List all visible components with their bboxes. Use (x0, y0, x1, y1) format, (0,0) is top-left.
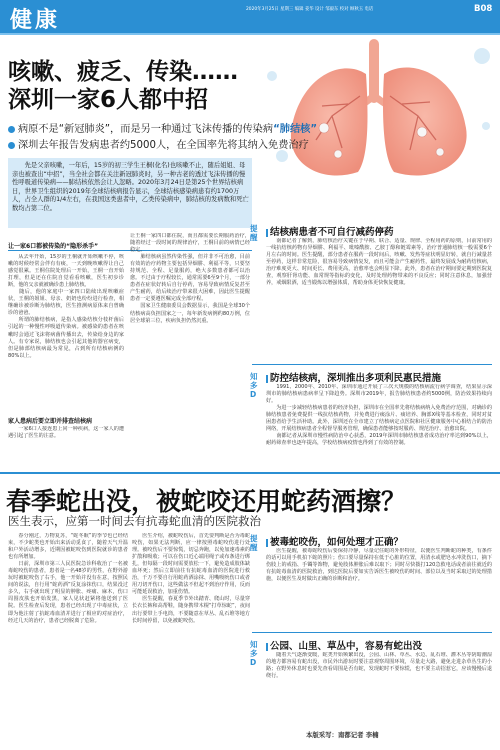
headline-line1: 咳嗽、疲乏、传染…… (8, 59, 238, 85)
title-bar-icon (266, 643, 268, 651)
subheadline-2-text: 深圳去年报告发病患者约5000人，在全国率先将其纳入免费治疗 (18, 140, 309, 151)
story2-column-2: 医生介绍，被蛇咬伤后，首先要判断是否为毒蛇咬伤，如果无法判断，应一律按照毒蛇咬伤进行处理。被咬伤后不要惊慌，切忌奔跑，以免加速毒素的扩散和吸收；可以在伤口近心端用绳子或布条进行绑扎，但每隔一段时间需要放松一下，避免造成肢体缺血坏死；然后立即前往有抗蛇毒血清的医院进行救治，千万不要自行用蛇药酒涂抹、用嘴吸吮伤口或者用刀切开伤口，这些做法不但起不到治疗作用，反而可能延误救治，加重伤情。 医生提醒，春夏季节外出踏青、爬山时，尽量穿长衣长裤和高帮鞋，随身携带木棍“打草惊蛇”，夜间出行要带上手电筒，不要随意在草丛、乱石堆等地方长时间停留，以免被蛇咬伤。 (132, 533, 250, 624)
right-section-3-title (266, 534, 403, 548)
story1-heading: 让一家6口都被传染的“隐形杀手” (8, 243, 99, 250)
header-meta: 2020年3月25日 星期三 编辑 姜华 设计 邹毅东 校对 顾秋玉 电话 (246, 7, 374, 12)
right-section-2-title (266, 370, 441, 384)
right-section-2-text: 1991、2000年、2010年、深圳市通过开展了三次大规模的结核病流行病学调查，结果显示深圳市的肺结核病患病率呈下降趋势。深圳市2019年，报告肺结核患者约5000例，防治效果持续向好。 为进一步减轻结核病患者的经济负担，深圳市在全国率先将结核病纳入免费治疗范围，对确诊的肺结核患者免费提供一线抗结核药物，并免费进行痰涂片、痰培养、胸部X线等基本检查，同时对贫困患者给予生活补助。此外，深圳还在全市建立了结核病定点医院和社区健康服务中心相结合的防治网络，开展结核病患者全程督导服务管理，确保患者能够按时服药、规范治疗、治愈出院。 南都记者从深圳市慢性病防治中心获悉，2019年深圳市肺结核患者成功治疗率达到90%以上，耐药筛查率也逐年提高，学校结核病疫情也得到了有效的控制。 (266, 384, 492, 447)
sidebar-label-know: 知多D (250, 372, 258, 399)
right-section-3-text: 医生提醒，被毒蛇咬伤后要保持冷静，尽量记住蛇的外形特征，以便医生判断蛇的种类，有条件的话可以用手机拍下蛇的照片；伤口要尽量保持在低于心脏的位置，用清水或肥皂水冲洗伤口，摘下伤肢上的戒指、手镯等饰物，避免肢体肿胀后难以取下；同时尽快拨打120急救电话或者前往就近的有抗蛇毒血清的医院救治，到达医院后要如实告诉医生被咬伤的时间、部位以及当时采取过的处理措施，以便医生及时做出正确的诊断和治疗。 (266, 548, 492, 583)
lung-illustration (262, 36, 494, 186)
author-credit: 本版采写：南都记者 李楠 (306, 731, 379, 739)
story1-column-1b: 一家6口人接连患上同一种疾病，这一家人的遭遇引起了医生的注意。 (8, 426, 124, 440)
right-section-divider-2 (252, 632, 492, 633)
story1-subheading: 家人患病后要立即并排查结核病 (8, 418, 93, 425)
section-header-bar (0, 0, 500, 33)
subheadline-1 (8, 120, 317, 135)
story1-column-2: 让王桐一家四口都住院，而且都需要长期服药治疗，随着经过一段时间的规律治疗，王桐目前的病情已经稳定。 肺结核病虽然传染性强，但并非不可治愈，目前有效的治疗药物主要包括异烟肼、利福平等，只要坚持规范、全程、足量服药，绝大多数患者都可以治愈。不过由于疗程较长，通常需要6至9个月，一部分患者在症状好转后自行停药，容易导致病情反复甚至产生耐药，给后续治疗带来很大困难，因此医生提醒患者一定要遵医嘱完成全部疗程。 国家卫生健康委员会数据显示，我国是全球30个结核病高负担国家之一，每年新发病例约80万例，位居全球第三位，疾病负担仍然沉重。 (130, 233, 250, 324)
sidebar-label-tip-2: 提醒 (250, 534, 258, 552)
story2-column-1: 春分刚过，万物复苏，“蛇冬眠”的季节也已经结束，不少蛇类也开始出来活动觅食了，随着天气升温和户外活动增多，近期因被蛇咬伤到医院就诊的患者也有所增加。 日前，深圳市第三人民医院急诊科收治了一名被毒蛇咬伤的患者，患者是一名48岁的男性，在野外游玩时被蛇咬伤了右手，他一开始并没有在意，按照民间的说法，自行用“蛇药酒”反复涂抹伤口，结果没过多久，右手就出现了明显的肿胀、疼痛、麻木，伤口周围皮肤也开始发黑，家人见状赶紧将他送到了医院。医生检查后发现，患者已经出现了中毒症状，立即为他注射了抗蛇毒血清并进行了相应的对症治疗，经过几天的治疗，患者已经脱离了危险。 (8, 533, 128, 624)
right-section-4-title (266, 638, 422, 652)
story1-column-1: 从去年开始，15岁的王桐就开始咳嗽不停，咳嗽的时候经常会伴有有痰，一天到晚咳嗽得让自己感觉很累。王桐住院处理后一开始，王桐一直开始打理，但是还在住院自觉看看咳嗽，医生初步诊断，他的父亲就被确诊患上肺结核。 随后，他的家庭中一家四口陆续出现咳嗽症状，王桐的姐姐、母亲、奶奶也纷纷进行检查，相继确诊被诊断为肺结核，医生推测病原体来自曾确诊的爸爸。 所谓的肺结核病，是指人感染结核分枝杆菌后引起的一种慢性呼吸道传染病。被感染的患者在咳嗽时会通过飞沫将病菌传播出去，传染给身边的家人。有专家说，肺结核也会引起其他的器官病变，但是肺部结核病最为常见，占到所有结核病例的80%以上。 (8, 254, 124, 359)
bullet-icon (8, 142, 15, 149)
headline-2: 春季蛇出没，被蛇咬还用蛇药酒擦？ (6, 487, 407, 516)
right-section-2-title-text: 防控结核病，深圳推出多项利民惠民措施 (270, 373, 442, 384)
article-divider (0, 472, 500, 474)
title-bar-icon (266, 229, 268, 237)
sidebar-label-tip: 提醒 (250, 224, 258, 242)
bullet-icon (8, 126, 15, 133)
section-title: 健康 (10, 8, 61, 33)
right-section-1-title-text: 结核病患者不可自行减药停药 (270, 227, 394, 238)
right-section-1-title (266, 224, 394, 238)
right-section-divider (252, 364, 492, 365)
headline-line2: 深圳一家6人都中招 (8, 87, 209, 113)
header-divider (0, 33, 500, 35)
subheadline-1-text: 病原不是“新冠肺炎”，而是另一种通过飞沫传播的传染病 (18, 124, 274, 135)
right-section-4-text: 随着天气逐渐变暖，蛇类开始频繁出没，公园、山林、草丛、水边、乱石堆、灌木丛等阴暗潮湿的地方都容易有蛇出没，市民外出游玩时要注意观察周围环境，尽量走大路，避免走进杂草丛生的小路；在野外休息时也要先查看周围是否有蛇，发现蛇时不要惊慌，也不要主动招惹它，应该慢慢后退绕行。 (266, 652, 492, 680)
right-section-4-title-text: 公园、山里、草丛中，容易有蛇出没 (270, 641, 423, 652)
subheadline-2 (8, 136, 309, 151)
page-number: B08 (474, 4, 493, 14)
title-bar-icon (266, 539, 268, 547)
title-bar-icon (266, 375, 268, 383)
right-section-3-title-text: 被毒蛇咬伤，如何处理才正确？ (270, 537, 404, 548)
subheadline-1-emphasis: “肺结核” (273, 124, 318, 135)
headline-2-subtitle: 医生表示，应第一时间去有抗毒蛇血清的医院救治 (8, 514, 261, 528)
intro-text: 先是父亲咳嗽，一年后，15岁的初三学生王桐(化名)也咳嗽不止，随后姐姐、母亲也被查出“中招”，当全社会都在关注新冠肺炎时，另一种古老的透过飞沫传播的慢性呼吸道传染病——肺结核依然会让人忽略。2020年3月24日是第25个世界结核病日，世界卫生组织的2019年全球结核病报告显示，全球结核感染病患有约1700万人，占全人群的1/4左右，在我国这类患者中，乙类传染病中，肺结核的发病数和死亡数均占第二位。 (12, 162, 249, 212)
right-section-1-text: 南都记者了解到，肺结核治疗关键在于早期、联合、适量、规律、全程用药的原则，目前常用的一线抗结核药物有异烟肼、利福平、吡嗪酰胺、乙胺丁醇和链霉素等，治疗普通肺结核一般需要6个月左右的时间。医生提醒，部分患者在服药一段时间后，咳嗽、发热等症状明显好转，就自行减量甚至停药，这样非常危险，很容易导致病情复发，而且可能会产生耐药性，最终发展成为耐药结核病，治疗难度更大、时间更长、费用更高，治愈率也会明显下降。此外，患者在治疗期间要定期到医院复查，观察肝肾功能、血常规等指标的变化，及时处理药物带来的不良反应；同时注意休息，加强营养，戒烟限酒，适当锻炼以增强体质，帮助身体更快恢复健康。 (266, 238, 492, 287)
sidebar-label-know-2: 知多D (250, 640, 258, 667)
